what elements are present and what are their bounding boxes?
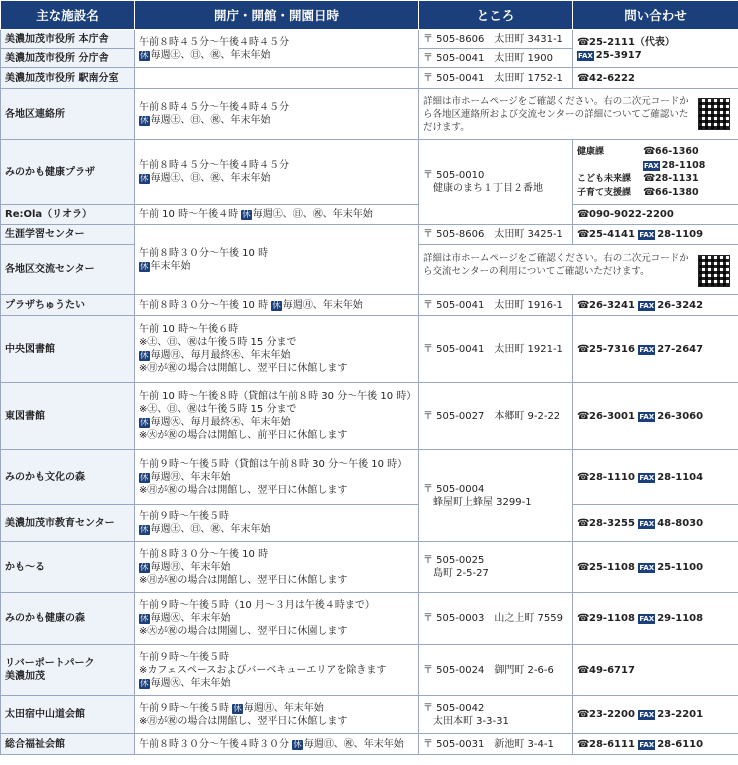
address-cell: 〒 505-0031 新池町 3-4-1 xyxy=(419,734,573,755)
closed-text: 年末年始 xyxy=(150,260,191,272)
closed-badge: 休 xyxy=(233,703,242,714)
table-row xyxy=(1,645,738,696)
hours-cell xyxy=(135,30,419,68)
facility-name: みのかも健康プラザ xyxy=(1,140,135,205)
hours-note: ※㊋が㊗の場合は開館し、前平日に休館します xyxy=(139,430,348,441)
fax-icon: FAX xyxy=(639,711,655,719)
tel-number: 25-2111（代表） xyxy=(589,36,675,48)
hours-note: ※カフェスペースおよびバーベキューエリアを除きます xyxy=(139,664,387,676)
header-address: ところ xyxy=(419,1,573,30)
address-text: 蜂屋町上蜂屋 3299-1 xyxy=(433,496,532,508)
closed-text: 毎週㊏、㊐、㊗、年末年始 xyxy=(150,115,271,126)
hours-cell xyxy=(135,450,419,505)
closed-text: 毎週㊏、㊐、㊗、年末年始 xyxy=(150,49,271,61)
table-row xyxy=(1,734,738,755)
phone-icon: ☎ xyxy=(577,664,590,676)
fax-icon: FAX xyxy=(644,161,659,170)
postal-code: 〒 505-0004 xyxy=(423,483,485,495)
phone-icon: ☎ xyxy=(577,72,590,84)
facility-name xyxy=(1,645,135,696)
tel-number: 25-7316 xyxy=(589,343,635,355)
hours-cell xyxy=(135,593,419,645)
closed-text: 毎週㊐、㊗、年末年始 xyxy=(303,738,404,750)
address-cell: 〒 505-0041 太田町 1916-1 xyxy=(419,295,573,316)
postal-code: 〒 505-0025 xyxy=(423,555,485,566)
hours-note: ※㊊が㊗の場合は開館し、翌平日に休館します xyxy=(139,484,348,496)
phone-icon: ☎ xyxy=(577,229,590,240)
closed-text: 毎週㊋、毎月最終㊍、年末年始 xyxy=(150,417,291,428)
table-row xyxy=(1,316,738,383)
table-row xyxy=(1,30,738,49)
closed-text: 毎週㊏、㊐、㊗、年末年始 xyxy=(252,209,373,220)
facility-name: 美濃加茂市役所 駅南分室 xyxy=(1,68,135,89)
facility-name-line: 美濃加茂 xyxy=(5,671,45,682)
contact-cell xyxy=(573,383,738,450)
closed-badge: 休 xyxy=(140,50,149,61)
fax-number: 26-3242 xyxy=(657,299,704,311)
tel-number: 29-1108 xyxy=(589,613,635,624)
postal-code: 〒 505-0042 xyxy=(423,702,485,714)
closed-badge: 休 xyxy=(140,614,149,624)
tel-number: 66-1380 xyxy=(655,186,699,198)
fax-icon: FAX xyxy=(639,301,655,310)
hours-note: ※㊊が㊗の場合は開館し、翌平日に休館します xyxy=(139,363,348,374)
facility-name: 太田宿中山道会館 xyxy=(1,696,135,734)
tel-number: 28-1131 xyxy=(655,172,699,184)
closed-badge: 休 xyxy=(140,525,149,535)
hours-note: ※㊋が㊗の場合は開園し、翌平日に休園します xyxy=(139,626,348,637)
closed-badge: 休 xyxy=(140,418,149,428)
closed-text: 毎週㊋、年末年始 xyxy=(150,677,231,689)
facility-name-line: リバーポートパーク xyxy=(5,658,95,669)
facility-name: 美濃加茂市役所 分庁舎 xyxy=(1,49,135,68)
closed-text: 毎週㊊、年末年始 xyxy=(150,471,231,483)
closed-text: 毎週㊋、年末年始 xyxy=(150,613,231,624)
header-contact: 問い合わせ xyxy=(573,1,738,30)
hours-text: 午前９時～午後５時（10 月～３月は午後４時まで） xyxy=(139,600,375,611)
note-cell xyxy=(419,89,738,140)
phone-icon: ☎ xyxy=(577,561,590,573)
tel-number: 25-1108 xyxy=(589,561,635,573)
facility-name: Re:Ola（リオラ） xyxy=(1,205,135,225)
hours-text: 午前８時４５分～午後４時４５分 xyxy=(139,160,289,171)
contact-cell xyxy=(573,68,738,89)
contact-cell xyxy=(573,316,738,383)
fax-number: 28-1109 xyxy=(657,229,704,240)
closed-text: 毎週㊊、年末年始 xyxy=(150,561,231,573)
phone-icon: ☎ xyxy=(577,471,590,483)
table-row xyxy=(1,140,738,205)
fax-number: 27-2647 xyxy=(657,343,704,355)
contact-cell xyxy=(573,205,738,225)
hours-cell xyxy=(135,140,419,205)
contact-cell xyxy=(573,30,738,68)
contact-cell xyxy=(573,593,738,645)
tel-number: 26-3241 xyxy=(589,299,635,311)
address-cell: 〒 505-0041 太田町 1900 xyxy=(419,49,573,68)
facility-name: かも～る xyxy=(1,542,135,593)
note-text: 詳細は市ホームページをご確認ください。右の二次元コードから交流センターの利用についてご確認いただけます。 xyxy=(423,253,689,277)
address-cell xyxy=(419,140,573,225)
hours-text: 午前 10 時～午後４時 xyxy=(139,209,239,220)
address-cell: 〒 505-8606 太田町 3431-1 xyxy=(419,30,573,49)
closed-text: 毎週㊊、年末年始 xyxy=(243,702,324,714)
address-cell: 〒 505-8606 太田町 3425-1 xyxy=(419,225,573,245)
address-cell: 〒 505-0027 本郷町 9-2-22 xyxy=(419,383,573,450)
hours-text: 午前８時３０分～午後 10 時 xyxy=(139,247,269,259)
address-text: 健康のまち１丁目２番地 xyxy=(433,183,543,194)
fax-icon: FAX xyxy=(578,51,593,60)
note-cell xyxy=(419,245,738,295)
contact-cell xyxy=(573,295,738,316)
tel-number: 25-4141 xyxy=(589,229,635,240)
address-cell: 〒 505-0024 御門町 2-6-6 xyxy=(419,645,573,696)
phone-icon: ☎ xyxy=(577,299,590,311)
phone-icon: ☎ xyxy=(577,410,590,422)
hours-note: ※㊏、㊐、㊗は午後５時 15 分まで xyxy=(139,337,297,348)
fax-icon: FAX xyxy=(639,740,655,749)
closed-text: 毎週㊊、毎月最終㊍、年末年始 xyxy=(150,350,291,361)
tel-number: 090-9022-2200 xyxy=(589,209,674,220)
header-hours: 開庁・開館・開園日時 xyxy=(135,1,419,30)
tel-number: 23-2200 xyxy=(589,709,635,720)
hours-text: 午前 10 時～午後８時（貸館は午前８時 30 分～午後 10 時） xyxy=(139,391,417,402)
facility-name: 中央図書館 xyxy=(1,316,135,383)
hours-cell xyxy=(135,225,419,295)
hours-text: 午前９時～午後５時（貸館は午前８時 30 分～午後 10 時） xyxy=(139,458,408,470)
contact-cell xyxy=(573,734,738,755)
closed-badge: 休 xyxy=(293,739,302,750)
closed-badge: 休 xyxy=(140,562,149,573)
address-cell: 〒 505-0041 太田町 1752-1 xyxy=(419,68,573,89)
contact-cell xyxy=(573,225,738,245)
tel-number: 66-1360 xyxy=(655,145,699,157)
address-cell xyxy=(419,696,573,734)
hours-cell xyxy=(135,645,419,696)
postal-code: 〒 505-0010 xyxy=(423,170,485,181)
phone-icon: ☎ xyxy=(577,36,590,48)
closed-badge: 休 xyxy=(140,678,149,689)
facility-name: 総合福祉会館 xyxy=(1,734,135,755)
phone-icon: ☎ xyxy=(577,209,590,220)
dept-label: 健康課 xyxy=(577,146,605,157)
hours-note: ※㊊が㊗の場合は開館し、翌平日に休館します xyxy=(139,574,348,586)
fax-number: 48-8030 xyxy=(657,517,704,529)
address-cell: 〒 505-0041 太田町 1921-1 xyxy=(419,316,573,383)
fax-icon: FAX xyxy=(639,345,655,354)
hours-text: 午前 10 時～午後６時 xyxy=(139,324,239,335)
hours-cell xyxy=(135,89,419,140)
facility-name: プラザちゅうたい xyxy=(1,295,135,316)
hours-text: 午前８時４５分～午後４時４５分 xyxy=(139,102,289,113)
closed-badge: 休 xyxy=(140,261,149,272)
note-text: 詳細は市ホームページをご確認ください。右の二次元コードから各地区連絡所および交流センターの詳細についてご確認いただけます。 xyxy=(423,95,689,133)
fax-icon: FAX xyxy=(639,473,655,482)
hours-cell xyxy=(135,505,419,542)
table-row xyxy=(1,68,738,89)
phone-icon: ☎ xyxy=(643,172,656,184)
contact-cell xyxy=(573,696,738,734)
fax-number: 28-1108 xyxy=(661,159,706,171)
table-row xyxy=(1,505,738,542)
address-text: 太田本町 3-3-31 xyxy=(433,715,509,727)
closed-text: 毎週㊏、㊐、㊗、年末年始 xyxy=(150,524,271,535)
table-row xyxy=(1,295,738,316)
hours-text: 午前８時３０分～午後 10 時 xyxy=(139,299,269,311)
closed-badge: 休 xyxy=(242,210,251,220)
closed-text: 毎週㊊、年末年始 xyxy=(282,299,363,311)
tel-number: 28-6111 xyxy=(589,738,635,750)
hours-text: 午前８時４５分～午後４時４５分 xyxy=(139,36,289,48)
address-text: 島町 2-5-27 xyxy=(433,568,489,579)
hours-text: 午前９時～午後５時 xyxy=(139,702,229,714)
hours-cell xyxy=(135,205,419,225)
fax-number: 28-6110 xyxy=(657,738,704,750)
qr-code-icon[interactable] xyxy=(698,255,730,287)
tel-number: 28-3255 xyxy=(589,517,635,529)
fax-number: 28-1104 xyxy=(657,471,704,483)
facility-name: 生涯学習センター xyxy=(1,225,135,245)
fax-icon: FAX xyxy=(639,615,655,623)
facility-name: 美濃加茂市役所 本庁舎 xyxy=(1,30,135,49)
address-cell xyxy=(419,450,573,542)
hours-text: 午前９時～午後５時 xyxy=(139,511,229,522)
contact-cell xyxy=(573,505,738,542)
table-row xyxy=(1,593,738,645)
facility-name: 東図書館 xyxy=(1,383,135,450)
fax-icon: FAX xyxy=(639,563,655,572)
phone-icon: ☎ xyxy=(577,709,590,720)
contact-cell xyxy=(573,645,738,696)
facility-name: みのかも健康の森 xyxy=(1,593,135,645)
table-row xyxy=(1,89,738,140)
closed-badge: 休 xyxy=(140,116,149,126)
dept-label: こども未来課 xyxy=(577,173,632,184)
tel-number: 49-6717 xyxy=(589,664,635,676)
tel-number: 42-6222 xyxy=(589,72,635,84)
fax-icon: FAX xyxy=(639,412,655,421)
hours-text: 午前８時３０分～午後４時３０分 xyxy=(139,738,289,750)
phone-icon: ☎ xyxy=(643,145,656,157)
phone-icon: ☎ xyxy=(577,738,590,750)
facility-name: みのかも文化の森 xyxy=(1,450,135,505)
contact-cell xyxy=(573,542,738,593)
contact-cell xyxy=(573,450,738,505)
hours-cell xyxy=(135,383,419,450)
address-cell xyxy=(419,542,573,593)
hours-text: 午前９時～午後５時 xyxy=(139,651,229,663)
facility-name: 各地区連絡所 xyxy=(1,89,135,140)
hours-note: ※㊊が㊗の場合は開館し、翌平日に休館します xyxy=(139,715,348,727)
header-row xyxy=(1,1,738,30)
table-row xyxy=(1,225,738,245)
phone-icon: ☎ xyxy=(577,517,590,529)
hours-cell xyxy=(135,542,419,593)
hours-text: 午前８時３０分～午後 10 時 xyxy=(139,548,269,560)
fax-icon: FAX xyxy=(639,519,655,528)
facility-name: 各地区交流センター xyxy=(1,245,135,295)
phone-icon: ☎ xyxy=(577,343,590,355)
fax-number: 25-3917 xyxy=(595,49,642,61)
phone-icon: ☎ xyxy=(577,613,590,624)
closed-badge: 休 xyxy=(140,472,149,483)
hours-cell xyxy=(135,734,419,755)
closed-badge: 休 xyxy=(272,300,281,311)
facility-name: 美濃加茂市教育センター xyxy=(1,505,135,542)
table-row xyxy=(1,450,738,505)
hours-cell xyxy=(135,316,419,383)
table-row xyxy=(1,383,738,450)
closed-badge: 休 xyxy=(140,351,149,361)
contact-cell xyxy=(573,140,738,205)
address-cell: 〒 505-0003 山之上町 7559 xyxy=(419,593,573,645)
tel-number: 28-1110 xyxy=(589,471,635,483)
table-row xyxy=(1,205,738,225)
fax-number: 26-3060 xyxy=(657,410,704,422)
fax-icon: FAX xyxy=(639,231,655,239)
table-row xyxy=(1,542,738,593)
header-name: 主な施設名 xyxy=(1,1,135,30)
fax-number: 23-2201 xyxy=(657,709,704,720)
fax-number: 25-1100 xyxy=(657,561,704,573)
fax-number: 29-1108 xyxy=(657,613,704,624)
hours-note: ※㊏、㊐、㊗は午後５時 15 分まで xyxy=(139,404,297,415)
hours-cell xyxy=(135,696,419,734)
closed-text: 毎週㊏、㊐、㊗、年末年始 xyxy=(150,173,271,184)
hours-cell xyxy=(135,295,419,316)
tel-number: 26-3001 xyxy=(589,410,635,422)
closed-badge: 休 xyxy=(140,174,149,184)
qr-code-icon[interactable] xyxy=(698,98,730,130)
table-row xyxy=(1,696,738,734)
hours-cell xyxy=(135,68,419,89)
dept-label: 子育て支援課 xyxy=(577,187,632,198)
phone-icon: ☎ xyxy=(643,186,656,198)
